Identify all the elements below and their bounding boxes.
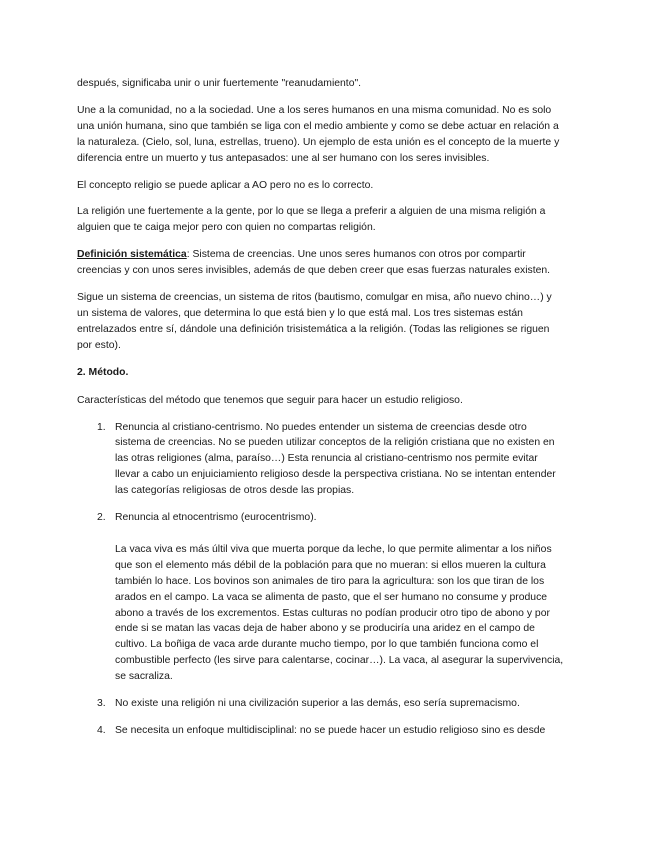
list-item-text: No existe una religión ni una civilización superior a las demás, eso sería supremacismo. xyxy=(115,698,520,710)
paragraph-comunidad: Une a la comunidad, no a la sociedad. Une a los seres humanos en una misma comunidad. No es solo una unión humana, sino que también se liga con el medio ambiente y como se debe actuar en relación a la naturaleza. (Cielo, sol, luna, estrellas, trueno). Un ejemplo de esta unión es el concepto de la muerte y diferencia entre un muerto y tus antepasados: une al ser humano con los seres invisibles. xyxy=(77,104,560,164)
section-heading: 2. Método. xyxy=(77,366,129,378)
paragraph-reanudamiento: después, significaba unir o unir fuertemente "reanudamiento". xyxy=(77,78,362,89)
document-page xyxy=(77,76,565,750)
list-item-text: Renuncia al etnocentrismo (eurocentrismo). xyxy=(115,512,317,524)
list-item xyxy=(77,420,565,500)
list-item xyxy=(77,723,565,739)
paragraph-religion-une: La religión une fuertemente a la gente, por lo que se llega a preferir a alguien de una misma religión a alguien que te caiga mejor pero con quien no compartas religión. xyxy=(77,206,546,234)
method-list xyxy=(77,420,565,739)
list-item-text: Renuncia al cristiano-centrismo. No puedes entender un sistema de creencias desde otro sistema de creencias. No se pueden utilizar conceptos de la religión cristiana que no existen en las otras religiones (alma, paraíso…) Esta renuncia al cristiano-centrismo nos permite evitar llevar a cabo un enjuiciamiento religioso desde la perspectiva cristiana. No se intentan entender las categorías religiosas de otros desde las propias. xyxy=(115,421,556,497)
section-intro: Características del método que tenemos que seguir para hacer un estudio religioso. xyxy=(77,394,463,406)
definition-text: : Sistema de creencias. Une unos seres humanos con otros por compartir creencias y con unos seres invisibles, además de que deben creer que esas fuerzas naturales existen. xyxy=(77,249,551,277)
list-item-subparagraph: La vaca viva es más últil viva que muerta porque da leche, lo que permite alimentar a los niños que son el elemento más débil de la población para que no mueran: si ellos mueren la cultura también lo hace. Los bovinos son animales de tiro para la agricultura: son los que tiran de los arados en el campo. La vaca se alimenta de pasto, que el ser humano no consume y produce abono a través de los excrementos. Estas culturas no podían producir otro tipo de abono y por ende si se matan las vacas deja de haber abono y se produciría una aridez en el campo de cultivo. La boñiga de vaca arde durante mucho tiempo, por lo que también funciona como el combustible perfecto (les sirve para calentarse, cocinar…). La vaca, al asegurar la supervivencia, se sacraliza. xyxy=(115,543,564,683)
paragraph-concepto-religio: El concepto religio se puede aplicar a AO pero no es lo correcto. xyxy=(77,179,374,191)
list-item xyxy=(77,510,565,685)
paragraph-sistemas: Sigue un sistema de creencias, un sistema de ritos (bautismo, comulgar en misa, año nuevo chino…) y un sistema de valores, que determina lo que está bien y lo que está mal. Los tres sistemas están entrelazados entre sí, dándole una definición trisistemática a la religión. (Todas las religiones se riguen por esto). xyxy=(77,292,552,351)
definition-term: Definición sistemática xyxy=(77,249,187,261)
list-item-text: Se necesita un enfoque multidisciplinal: no se puede hacer un estudio religioso sino es desde xyxy=(115,725,546,736)
list-item xyxy=(77,696,565,712)
paragraph-definicion xyxy=(77,247,565,279)
list-item-number: 1. xyxy=(97,421,106,433)
list-item-number: 3. xyxy=(97,698,106,710)
list-item-number: 2. xyxy=(97,512,106,524)
list-item-number: 4. xyxy=(97,725,106,736)
